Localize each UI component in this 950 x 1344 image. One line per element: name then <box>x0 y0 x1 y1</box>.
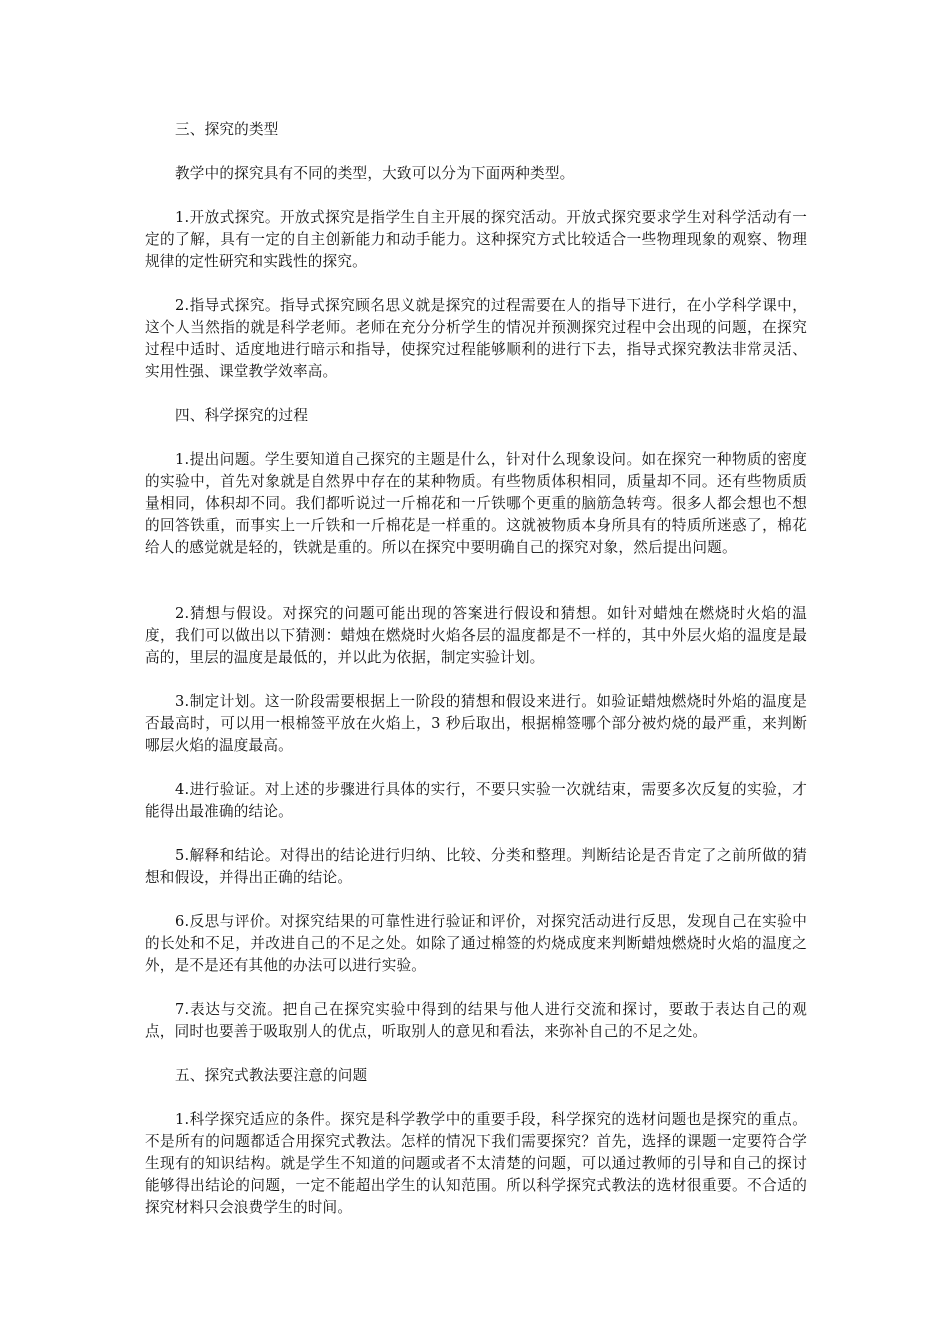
paragraph-verify: 4.进行验证。对上述的步骤进行具体的实行，不要只实验一次就结束，需要多次反复的实验，才能得出最准确的结论。 <box>145 781 807 820</box>
section-heading-process: 四、科学探究的过程 <box>175 407 309 424</box>
paragraph-types-intro: 教学中的探究具有不同的类型，大致可以分为下面两种类型。 <box>175 165 575 182</box>
paragraph-open-inquiry: 1.开放式探究。开放式探究是指学生自主开展的探究活动。开放式探究要求学生对科学活动有一定的了解，具有一定的自主创新能力和动手能力。这种探究方式比较适合一些物理现象的观察、物理规律的定性研究和实践性的探究。 <box>145 209 807 270</box>
section-heading-notes: 五、探究式教法要注意的问题 <box>175 1067 368 1084</box>
paragraph-conditions: 1.科学探究适应的条件。探究是科学教学中的重要手段，科学探究的选材问题也是探究的重点。不是所有的问题都适合用探究式教法。怎样的情况下我们需要探究？首先，选择的课题一定要符合学生现有的知识结构。就是学生不知道的问题或者不太清楚的问题，可以通过教师的引导和自己的探讨能够得出结论的问题，一定不能超出学生的认知范围。所以科学探究式教法的选材很重要。不合适的探究材料只会浪费学生的时间。 <box>145 1111 807 1216</box>
section-heading-types: 三、探究的类型 <box>175 121 279 138</box>
paragraph-explain: 5.解释和结论。对得出的结论进行归纳、比较、分类和整理。判断结论是否肯定了之前所做的猜想和假设，并得出正确的结论。 <box>145 847 807 886</box>
paragraph-hypothesis: 2.猜想与假设。对探究的问题可能出现的答案进行假设和猜想。如针对蜡烛在燃烧时火焰的温度，我们可以做出以下猜测：蜡烛在燃烧时火焰各层的温度都是不一样的，其中外层火焰的温度是最高的，里层的温度是最低的，并以此为依据，制定实验计划。 <box>145 605 807 666</box>
paragraph-reflect: 6.反思与评价。对探究结果的可靠性进行验证和评价，对探究活动进行反思，发现自己在实验中的长处和不足，并改进自己的不足之处。如除了通过棉签的灼烧成度来判断蜡烛燃烧时火焰的温度之外，是不是还有其他的办法可以进行实验。 <box>145 913 807 974</box>
paragraph-communicate: 7.表达与交流。把自己在探究实验中得到的结果与他人进行交流和探讨，要敢于表达自己的观点，同时也要善于吸取别人的优点，听取别人的意见和看法，来弥补自己的不足之处。 <box>145 1001 807 1040</box>
paragraph-ask-question: 1.提出问题。学生要知道自己探究的主题是什么，针对什么现象设问。如在探究一种物质的密度的实验中，首先对象就是自然界中存在的某种物质。有些物质体积相同，质量却不同。还有些物质质量相同，体积却不同。我们都听说过一斤棉花和一斤铁哪个更重的脑筋急转弯。很多人都会想也不想的回答铁重，而事实上一斤铁和一斤棉花是一样重的。这就被物质本身所具有的特质所迷惑了，棉花给人的感觉就是轻的，铁就是重的。所以在探究中要明确自己的探究对象，然后提出问题。 <box>145 451 807 556</box>
paragraph-plan: 3.制定计划。这一阶段需要根据上一阶段的猜想和假设来进行。如验证蜡烛燃烧时外焰的温度是否最高时，可以用一根棉签平放在火焰上，3 秒后取出，根据棉签哪个部分被灼烧的最严重，来判断哪层火焰的温度最高。 <box>145 693 807 754</box>
paragraph-guided-inquiry: 2.指导式探究。指导式探究顾名思义就是探究的过程需要在人的指导下进行，在小学科学课中，这个人当然指的就是科学老师。老师在充分分析学生的情况并预测探究过程中会出现的问题，在探究过程中适时、适度地进行暗示和指导，使探究过程能够顺利的进行下去，指导式探究教法非常灵活、实用性强、课堂教学效率高。 <box>145 297 807 380</box>
